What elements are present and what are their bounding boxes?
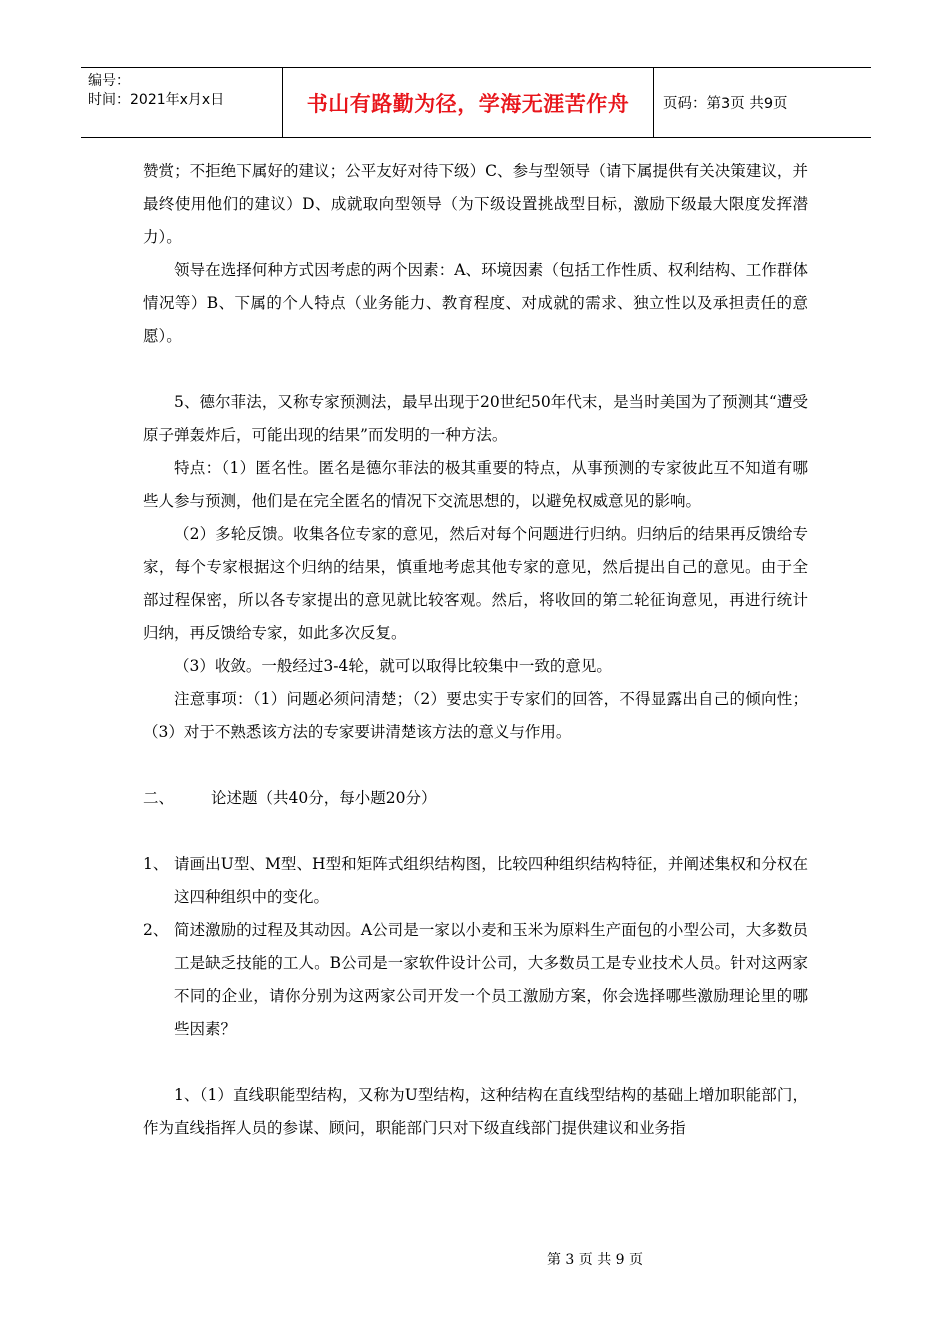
paragraph: （3）收敛。一般经过3-4轮，就可以取得比较集中一致的意见。 <box>174 657 612 675</box>
page-footer <box>0 1249 950 1269</box>
paragraph: 5、德尔菲法，又称专家预测法，最早出现于20世纪50年代末，是当时美国为了预测其“遭受原子弹轰炸后，可能出现的结果”而发明的一种方法。 <box>143 393 808 444</box>
question-item <box>143 848 808 914</box>
header-meta <box>81 68 283 137</box>
document-body <box>143 155 808 1145</box>
date-line: 时间：2021年x月x日 <box>88 92 225 108</box>
paragraph: 注意事项：（1）问题必须问清楚；（2）要忠实于专家们的回答，不得显露出自己的倾向性；（3）对于不熟悉该方法的专家要讲清楚该方法的意义与作用。 <box>143 690 808 741</box>
question-text: 简述激励的过程及其动因。A公司是一家以小麦和玉米为原料生产面包的小型公司，大多数员工是缺乏技能的工人。B公司是一家软件设计公司，大多数员工是专业技术人员。针对这两家不同的企业，请你分别为这两家公司开发一个员工激励方案，你会选择哪些激励理论里的哪些因素？ <box>174 921 808 1038</box>
section-number: 二、 <box>143 789 175 807</box>
question-number: 1、 <box>143 855 169 873</box>
section-heading <box>143 782 808 815</box>
answer-paragraph: 1、（1）直线职能型结构，又称为U型结构，这种结构在直线型结构的基础上增加职能部门，作为直线指挥人员的参谋、顾问，职能部门只对下级直线部门提供建议和业务指 <box>143 1086 808 1137</box>
paragraph: （2）多轮反馈。收集各位专家的意见，然后对每个问题进行归纳。归纳后的结果再反馈给专家，每个专家根据这个归纳的结果，慎重地考虑其他专家的意见，然后提出自己的意见。由于全部过程保密，所以各专家提出的意见就比较客观。然后，将收回的第二轮征询意见，再进行统计归纳，再反馈给专家，如此多次反复。 <box>143 525 808 642</box>
paragraph: 特点：（1）匿名性。匿名是德尔菲法的极其重要的特点，从事预测的专家彼此互不知道有哪些人参与预测，他们是在完全匿名的情况下交流思想的，以避免权威意见的影响。 <box>143 459 808 510</box>
section-title: 论述题（共40分，每小题20分） <box>211 789 437 807</box>
paragraph: 领导在选择何种方式因考虑的两个因素：A、环境因素（包括工作性质、权利结构、工作群体情况等）B、下属的个人特点（业务能力、教育程度、对成就的需求、独立性以及承担责任的意愿）。 <box>143 261 808 345</box>
page-header <box>81 67 871 138</box>
header-page-info: 页码：第3页 共9页 <box>663 96 788 112</box>
question-number: 2、 <box>143 921 169 939</box>
footer-page-number: 第 3 页 共 9 页 <box>546 1252 644 1268</box>
header-motto: 书山有路勤为径，学海无涯苦作舟 <box>283 68 654 137</box>
question-item <box>143 914 808 1046</box>
question-text: 请画出U型、M型、H型和矩阵式组织结构图，比较四种组织结构特征，并阐述集权和分权在这四种组织中的变化。 <box>174 855 808 906</box>
paragraph: 赞赏；不拒绝下属好的建议；公平友好对待下级）C、参与型领导（请下属提供有关决策建议，并最终使用他们的建议）D、成就取向型领导（为下级设置挑战型目标，激励下级最大限度发挥潜力）。 <box>143 162 808 246</box>
doc-number-label: 编号： <box>88 73 130 89</box>
